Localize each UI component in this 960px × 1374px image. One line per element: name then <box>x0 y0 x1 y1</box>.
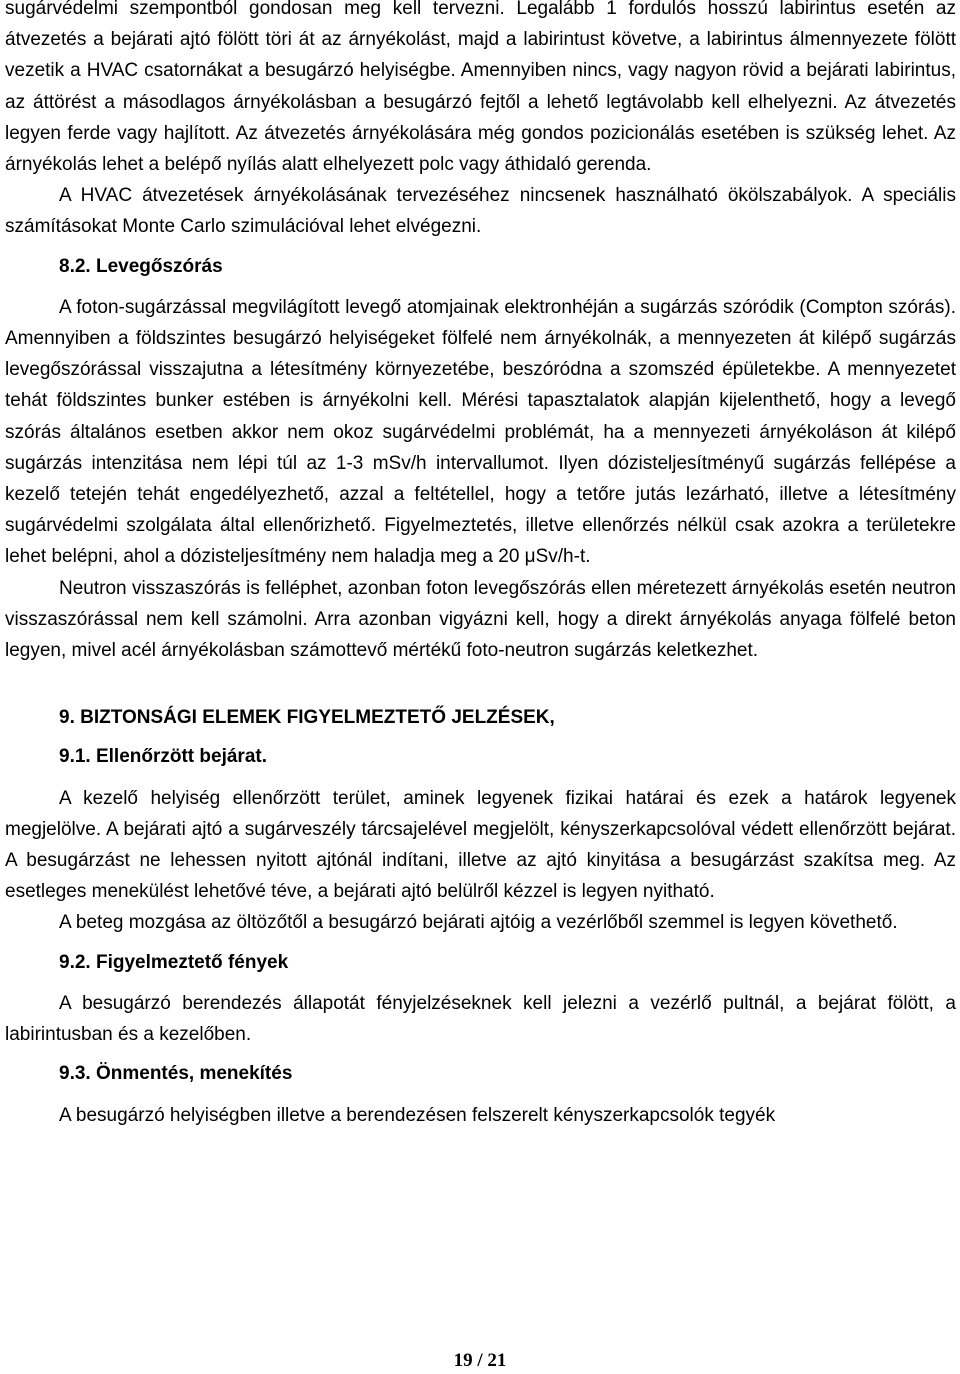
paragraph-controlled-entry: A kezelő helyiség ellenőrzött terület, aminek legyenek fizikai határai és ezek a határok legyenek megjelölve. A bejárati ajtó a sugárveszély tárcsajelével megjelölt, kényszerkapcsolóval védett ellenőrzött bejárat. A besugárzást ne lehessen nyitott ajtónál indítani, illetve az ajtó kinyitása a besugárzást szakítsa meg. Az esetleges menekülést lehetővé téve, a bejárati ajtó belülről kézzel is legyen nyitható. <box>5 787 956 903</box>
heading-8-2: 8.2. Levegőszórás <box>59 255 223 277</box>
paragraph-interlocks: A besugárzó helyiségben illetve a berendezésen felszerelt kényszerkapcsolók tegyék <box>59 1104 776 1126</box>
spacer <box>5 1050 956 1058</box>
heading-9-2: 9.2. Figyelmeztető fények <box>59 951 289 973</box>
spacer <box>5 978 956 988</box>
heading-9: 9. BIZTONSÁGI ELEMEK FIGYELMEZTETŐ JELZÉSEK, <box>59 707 555 729</box>
paragraph-warning-lights: A besugárzó berendezés állapotát fényjelzéseknek kell jelezni a vezérlő pultnál, a bejárat fölött, a labirintusban és a kezelőben. <box>5 992 956 1046</box>
paragraph-hvac-rules: A HVAC átvezetések árnyékolásának tervezéséhez nincsenek használható ökölszabályok. A speciális számításokat Monte Carlo szimulációval lehet elvégezni. <box>5 185 956 238</box>
spacer <box>5 1090 956 1100</box>
spacer <box>5 243 956 251</box>
paragraph-patient-movement: A beteg mozgása az öltözőtől a besugárzó bejárati ajtóig a vezérlőből szemmel is legyen követhető. <box>59 912 898 934</box>
heading-9-3: 9.3. Önmentés, menekítés <box>59 1063 293 1085</box>
paragraph-neutron-scatter: Neutron visszaszórás is felléphet, azonban foton levegőszórás ellen méretezett árnyékolás esetén neutron visszaszórással nem kell számolni. Arra azonban vigyázni kell, hogy a direkt árnyékolás anyaga fölfelé beton legyen, mivel acél árnyékolásban számottevő mértékű foto-neutron sugárzás keletkezhet. <box>5 577 956 662</box>
paragraph-air-scatter: A foton-sugárzással megvilágított levegő atomjainak elektronhéján a sugárzás szóródik (Compton szórás). Amennyiben a földszintes besugárzó helyiségeket fölfelé nem árnyékolnák, a mennyezeten át kilépő sugárzás levegőszórással visszajutna a létesítmény környezetébe, beszóródna a szomszéd épületekbe. A mennyezetet tehát földszintes bunker estében is árnyékolni kell. Mérési tapasztalatok alapján kijelenthető, hogy a levegő szórás általános esetben akkor nem okoz sugárvédelmi problémát, ha a mennyezeti árnyékoláson át kilépő sugárzás intenzitása nem lépi túl az 1-3 mSv/h intervallumot. Ilyen dózisteljesítményű sugárzás fellépése a kezelő tetején tehát engedélyezhető, azzal a feltétellel, hogy a tetőre jutás lezárható, illetve a létesítmény sugárvédelmi szolgálata által ellenőrizhető. Figyelmeztetés, illetve ellenőrzés nélkül csak azokra a területekre lehet belépni, ahol a dózisteljesítmény nem haladja meg a 20 μSv/h-t. <box>5 296 956 568</box>
paragraph-hvac-ducts: sugárvédelmi szempontból gondosan meg kell tervezni. Legalább 1 fordulós hosszú labirintus esetén az átvezetés a bejárati ajtó fölött töri át az árnyékolást, majd a labirintust követve, a labirintus álmennyezete fölött vezetik a HVAC csatornákat a besugárzó helyiségbe. Amennyiben nincs, vagy nagyon rövid a bejárati labirintus, az áttörést a másodlagos árnyékolásban a besugárzó fejtől a lehető legtávolabb kell elhelyezni. Az átvezetés legyen ferde vagy hajlított. Az átvezetés árnyékolására még gondos pozicionálás esetében is szükség lehet. Az árnyékolás lehet a belépő nyílás alatt elhelyezett polc vagy áthidaló gerenda. <box>5 0 956 176</box>
spacer <box>5 773 956 783</box>
page-number: 19 / 21 <box>453 1350 507 1371</box>
spacer <box>5 666 956 702</box>
heading-9-1: 9.1. Ellenőrzött bejárat. <box>59 746 267 768</box>
spacer <box>5 282 956 292</box>
spacer <box>5 939 956 947</box>
spacer <box>5 733 956 741</box>
